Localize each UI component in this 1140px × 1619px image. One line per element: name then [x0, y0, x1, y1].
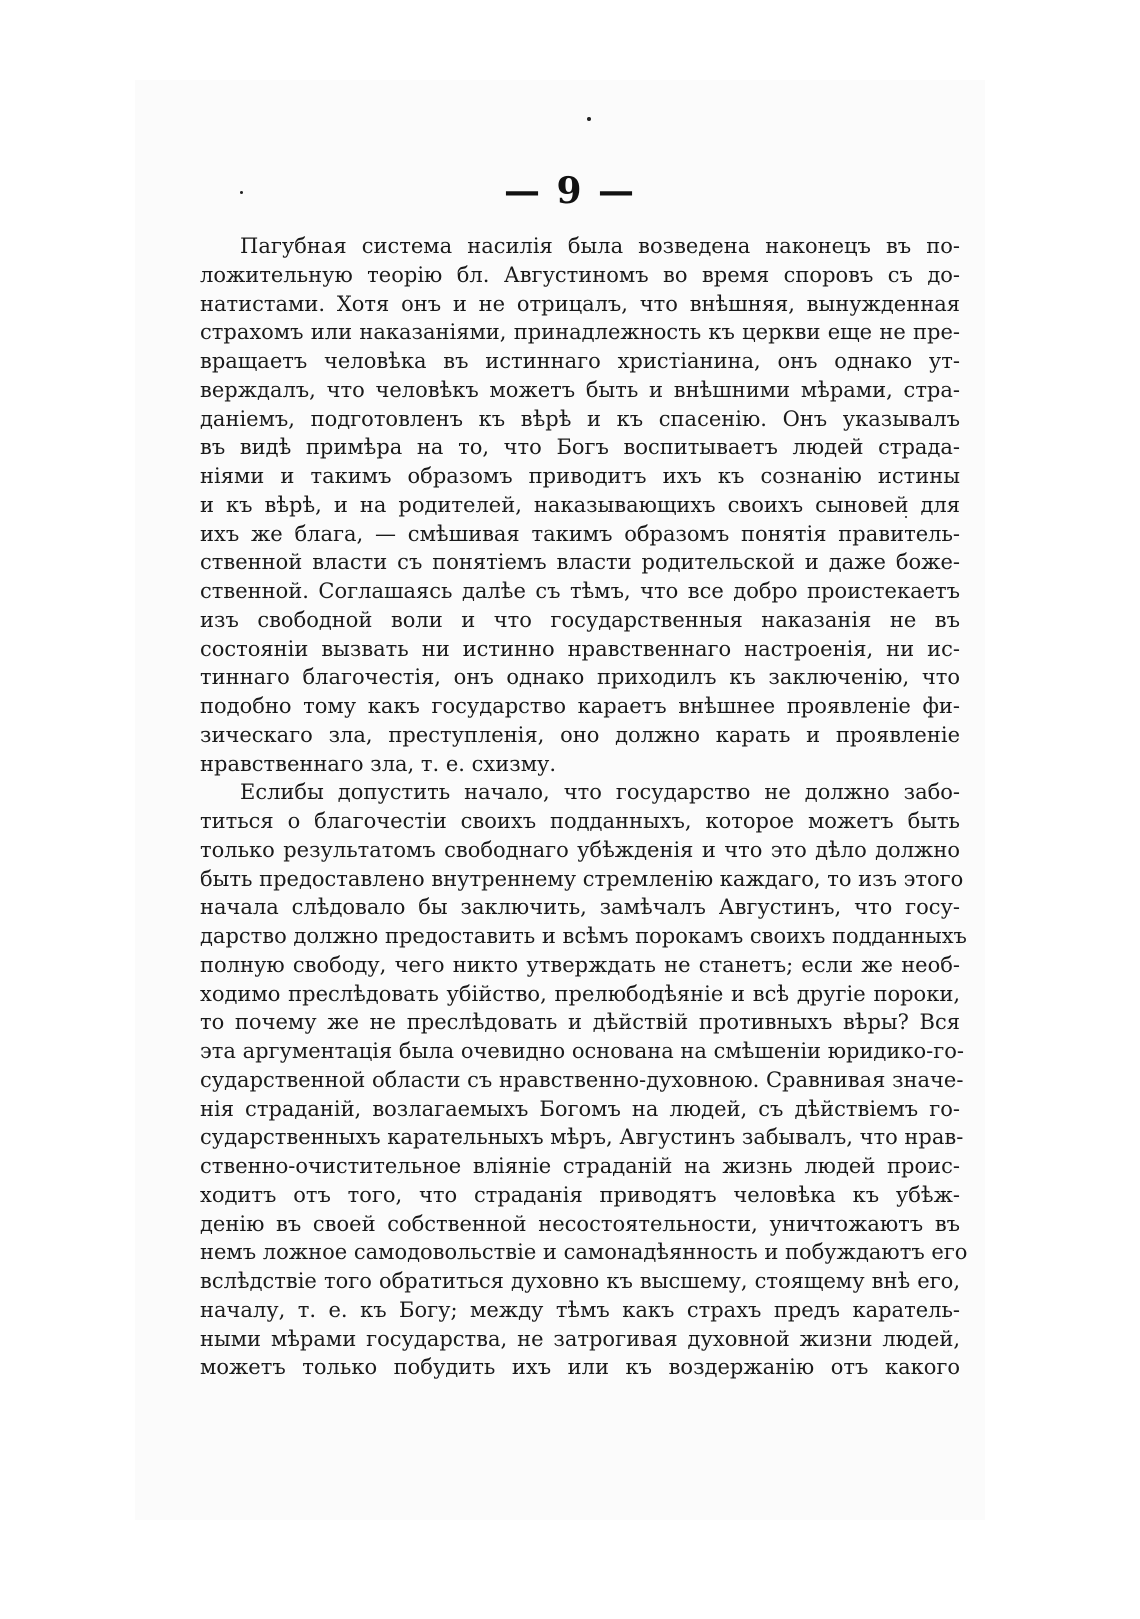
text-line: полную свободу, чего никто утверждать не станетъ; если же необ-	[200, 952, 960, 977]
text-line: титься о благочестіи своихъ подданныхъ, которое можетъ быть	[200, 809, 960, 833]
text-line: немъ ложное самодовольствіе и самонадѣянность и побуждаютъ его	[200, 1240, 968, 1265]
text-line: въ видѣ примѣра на то, что Богъ воспитываетъ людей страда-	[200, 435, 960, 460]
text-line: эта аргументація была очевидно основана на смѣшеніи юридико-го-	[200, 1039, 964, 1063]
text-line: верждалъ, что человѣкъ можетъ быть и внѣшними мѣрами, стра-	[200, 377, 960, 402]
text-line: ходитъ отъ того, что страданія приводятъ человѣка къ убѣж-	[200, 1182, 960, 1207]
text-line: нравственнаго зла, т. е. схизму.	[200, 751, 557, 776]
text-line: состояніи вызвать ни истинно нравственнаго настроенія, ни ис-	[200, 636, 960, 661]
ink-speck	[587, 117, 591, 121]
text-line: подобно тому какъ государство караетъ внѣшнее проявленіе фи-	[200, 694, 960, 718]
text-line: страхомъ или наказаніями, принадлежность къ церкви еще не пре-	[200, 320, 960, 345]
text-line: изъ свободной воли и что государственныя наказанія не въ	[200, 607, 960, 632]
body-text	[200, 232, 968, 1382]
page-number: — 9 —	[503, 170, 637, 212]
text-line: натистами. Хотя онъ и не отрицалъ, что внѣшняя, вынужденная	[200, 291, 960, 316]
text-line: ходимо преслѣдовать убійство, прелюбодѣяніе и всѣ другіе пороки,	[200, 981, 960, 1006]
text-line: ственной власти съ понятіемъ власти родительской и даже боже-	[200, 550, 960, 575]
text-line: вращаетъ человѣка въ истиннаго христіанина, онъ однако ут-	[200, 349, 960, 373]
text-line: Еслибы допустить начало, что государство не должно забо-	[240, 780, 960, 805]
text-line: ихъ же блага, — смѣшивая такимъ образомъ понятія правитель-	[200, 521, 960, 546]
text-line: зическаго зла, преступленія, оно должно карать и проявленіе	[200, 722, 960, 747]
text-line: дарство должно предоставить и всѣмъ порокамъ своихъ подданныхъ	[200, 924, 967, 948]
text-line: то почему же не преслѣдовать и дѣйствій противныхъ вѣры? Вся	[200, 1010, 960, 1035]
text-line: началу, т. е. къ Богу; между тѣмъ какъ страхъ предъ каратель-	[200, 1297, 960, 1322]
text-line: только результатомъ свободнаго убѣжденія и что это дѣло должно	[200, 837, 960, 862]
text-line: начала слѣдовало бы заключить, замѣчалъ Августинъ, что госу-	[200, 895, 960, 920]
text-line: даніемъ, подготовленъ къ вѣрѣ и къ спасенію. Онъ указывалъ	[200, 406, 960, 431]
text-line: ными мѣрами государства, не затрогивая духовной жизни людей,	[200, 1326, 960, 1351]
text-line: ніями и такимъ образомъ приводитъ ихъ къ сознанію истины	[200, 464, 960, 488]
text-line: вслѣдствіе того обратиться духовно къ высшему, стоящему внѣ его,	[200, 1269, 960, 1293]
text-line: ственно-очистительное вліяніе страданій на жизнь людей проис-	[200, 1154, 960, 1178]
text-line: Пагубная система насилія была возведена наконецъ въ по-	[240, 234, 960, 258]
text-line: ложительную теорію бл. Августиномъ во время споровъ съ до-	[200, 262, 960, 287]
text-line: тиннаго благочестія, онъ однако приходилъ къ заключенію, что	[200, 665, 960, 690]
text-line: ственной. Соглашаясь далѣе съ тѣмъ, что все добро проистекаетъ	[200, 579, 960, 603]
text-line: сударственной области съ нравственно-духовною. Сравнивая значе-	[200, 1067, 964, 1092]
text-line: быть предоставлено внутреннему стремленію каждаго, то изъ этого	[200, 866, 964, 891]
text-line: денію въ своей собственной несостоятельности, уничтожаютъ въ	[200, 1211, 960, 1236]
text-line: нія страданій, возлагаемыхъ Богомъ на людей, съ дѣйствіемъ го-	[200, 1096, 960, 1121]
text-line: можетъ только побудить ихъ или къ воздержанію отъ какого	[200, 1355, 960, 1380]
text-line: и къ вѣрѣ, и на родителей, наказывающихъ своихъ сыновей для	[200, 492, 960, 517]
text-line: сударственныхъ карательныхъ мѣръ, Августинъ забывалъ, что нрав-	[200, 1125, 964, 1150]
